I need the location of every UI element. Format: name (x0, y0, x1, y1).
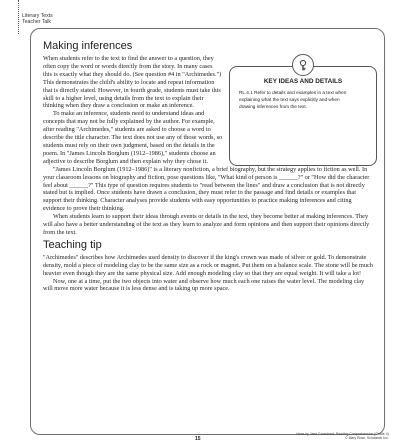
heading-teaching-tip: Teaching tip (43, 238, 102, 251)
footer-credit (296, 432, 389, 440)
margin-dotted-line (18, 0, 19, 34)
paragraph-4: When students learn to support their ideas through events or details in the text, they become better at making inferences. They will also have a better understanding of the text as they learn to analyze and form opinions and then support their opinions directly from the text. (43, 213, 370, 236)
credit-line-2: © Mary Rose, Scholastic Inc. (345, 436, 389, 441)
section-label-line1: Literary Texts (22, 13, 53, 19)
credit-line-1: Ideas by Jane Grossbard: Reading Comprehension (Grade 4) (296, 432, 389, 436)
main-content (43, 40, 373, 293)
paragraph-2: To make an inference, students need to understand ideas and concepts that may not be fully explained by the author. For example, after reading "Archimedes," students are asked to choose a word to describe the title character. The text does not use any of those words, so students must rely on their own judgment, based on the details in the poem. In "James Lincoln Borglum (1912–1986)," students choose an adjective to describe Borglum and then explain why they chose it. (43, 110, 223, 165)
paragraph-3: "James Lincoln Borglum (1912–1986)" is a literary nonfiction, a brief biography, but the strategy applies to fiction as well. In your classroom lessons on biography and fiction, pose questions like, "What kind of person is ______?" or "How did the character feel about ______?" This type of question requires students to "read between the lines" and draw a conclusion that is not directly stated but is implied. Once students have drawn a conclusion, they must refer to the passage and find details or examples that support their thinking. Character analyses provide students with easy opportunities to practice making inferences and citing evidence to prove their thinking. (43, 165, 370, 213)
paragraph-1: When students refer to the text to find the answer to a question, they often copy the word or words directly from the story. In many cases this is exactly what they should do. (See question #4 in "Archimedes.") This demonstrates the child's ability to locate and repeat information that is directly stated. However, in fourth grade, students must take this skill to a higher level, using details from the text to explain their thinking when they draw a conclusion or make an inference. (43, 55, 222, 110)
heading-making-inferences: Making inferences (43, 40, 133, 52)
section-label (22, 13, 53, 25)
section-label-line2: Teacher Talk (22, 19, 52, 26)
float-spacer (223, 55, 373, 160)
key-ideas-title: KEY IDEAS AND DETAILS (263, 78, 343, 85)
page-number: 15 (195, 436, 201, 442)
paragraph-6: Now, one at a time, put the two objects into water and observe how much each one raises the water level. The modeling clay will move more water because it is less dense and is taking up more space. (43, 277, 365, 293)
paragraph-5: "Archimedes" describes how Archimedes used density to discover if the king's crown was made of silver or gold. To demonstrate density, mold a piece of modeling clay to be the same size as a rock or magnet. Put them on a balance scale. The stone will be much heavier even though they are the same physical size. Add enough modeling clay so that they are equal weight. It will take a lot! (43, 253, 373, 277)
key-ideas-text: RL.4.1 Refer to details and examples in a text when explaining what the text says explicitly and when drawing inferences from the text. (239, 90, 347, 109)
